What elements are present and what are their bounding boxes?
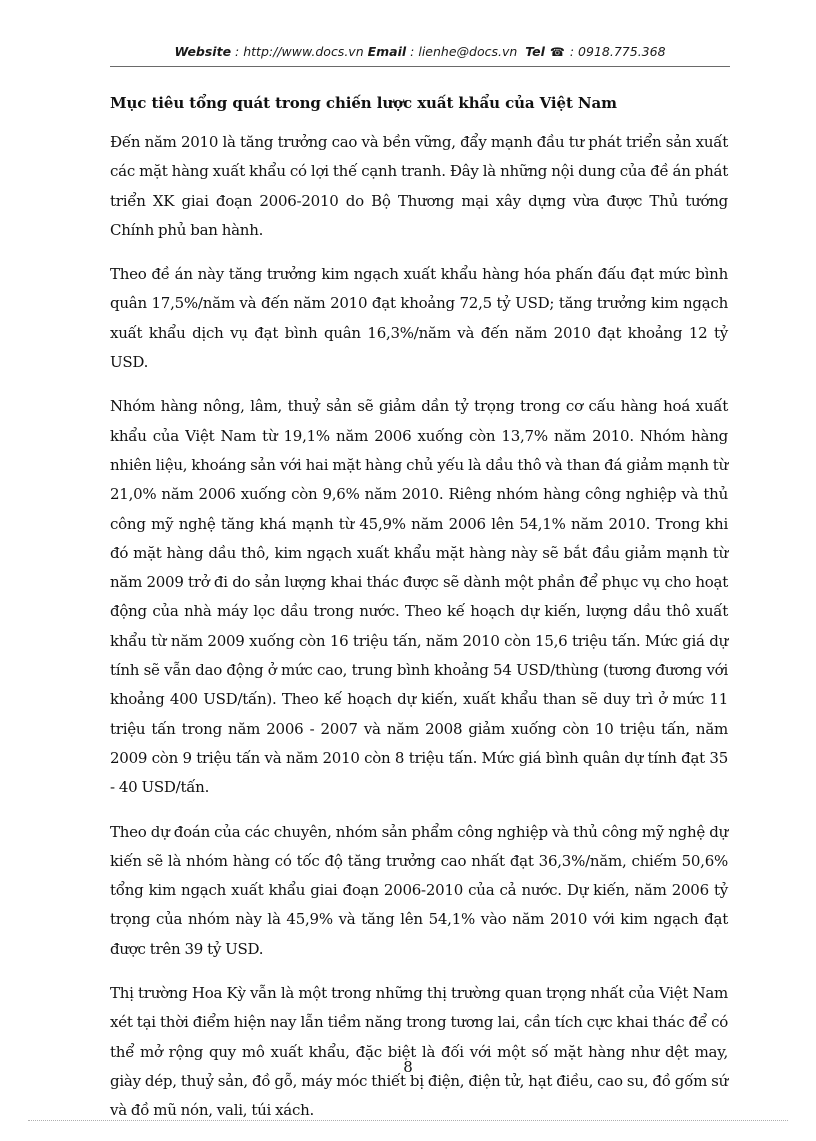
page-header xyxy=(110,44,730,66)
email-value[interactable]: lienhe@docs.vn xyxy=(418,44,518,59)
email-separator: : xyxy=(406,44,419,59)
paragraph-4: Theo dự đoán của các chuyên, nhóm sản phẩm công nghiệp và thủ công mỹ nghệ dự kiến sẽ là nhóm hàng có tốc độ tăng trưởng cao nhất đạt 36,3%/năm, chiếm 50,6% tổng kim ngạch xuất khẩu giai đoạn 2006-2010 của cả nước. Dự kiến, năm 2006 tỷ trọng của nhóm này là 45,9% và tăng lên 54,1% vào năm 2010 với kim ngạch đạt được trên 39 tỷ USD. xyxy=(110,822,728,958)
paragraph-3: Nhóm hàng nông, lâm, thuỷ sản sẽ giảm dần tỷ trọng trong cơ cấu hàng hoá xuất khẩu của Việt Nam từ 19,1% năm 2006 xuống còn 13,7% năm 2010. Nhóm hàng nhiên liệu, khoáng sản với hai mặt hàng chủ yếu là dầu thô và than đá giảm mạnh từ 21,0% năm 2006 xuống còn 9,6% năm 2010. Riêng nhóm hàng công nghiệp và thủ công mỹ nghệ tăng khá mạnh từ 45,9% năm 2006 lên 54,1% năm 2010. Trong khi đó mặt hàng dầu thô, kim ngạch xuất khẩu mặt hàng này sẽ bắt đầu giảm mạnh từ năm 2009 trở đi do sản lượng khai thác được sẽ dành một phần để phục vụ cho hoạt động của nhà máy lọc dầu trong nước. Theo kế hoạch dự kiến, lượng dầu thô xuất khẩu từ năm 2009 xuống còn 16 triệu tấn, năm 2010 còn 15,6 triệu tấn. Mức giá dự tính sẽ vẫn dao động ở mức cao, trung bình khoảng 54 USD/thùng (tương đương với khoảng 400 USD/tấn). Theo kế hoạch dự kiến, xuất khẩu than sẽ duy trì ở mức 11 triệu tấn trong năm 2006 - 2007 và năm 2008 giảm xuống còn 10 triệu tấn, năm 2009 còn 9 triệu tấn và năm 2010 còn 8 triệu tấn. Mức giá bình quân dự tính đạt 35 - 40 USD/tấn. xyxy=(110,397,728,797)
page-number: 8 xyxy=(403,1058,413,1076)
tel-value: 0918.775.368 xyxy=(578,44,666,59)
website-separator: : xyxy=(231,44,244,59)
website-url[interactable]: http://www.docs.vn xyxy=(243,44,364,59)
paragraph-1: Đến năm 2010 là tăng trưởng cao và bền vững, đẩy mạnh đầu tư phát triển sản xuất các mặt hàng xuất khẩu có lợi thế cạnh tranh. Đây là những nội dung của đề án phát triển XK giai đoạn 2006-2010 do Bộ Thương mại xây dựng vừa được Thủ tướng Chính phủ ban hành. xyxy=(110,133,728,239)
phone-icon: ☎ xyxy=(549,45,565,59)
tel-separator: : xyxy=(565,44,579,59)
header-divider xyxy=(110,66,730,67)
website-label: Website xyxy=(174,44,232,59)
section-title: Mục tiêu tổng quát trong chiến lược xuất khẩu của Việt Nam xyxy=(110,94,617,112)
document-body xyxy=(110,93,728,1141)
paragraph-5: Thị trường Hoa Kỳ vẫn là một trong những thị trường quan trọng nhất của Việt Nam xét tại thời điểm hiện nay lẫn tiềm năng trong tương lai, cần tích cực khai thác để có thể mở rộng quy mô xuất khẩu, đặc biệt là đối với một số mặt hàng như dệt may, giày dép, thuỷ sản, đồ gỗ, máy móc thiết bị điện, điện tử, hạt điều, cao su, đồ gốm sứ và đồ mũ nón, vali, túi xách. xyxy=(110,984,728,1120)
page-bottom-divider xyxy=(28,1120,788,1121)
tel-label: Tel xyxy=(525,44,545,59)
email-label: Email xyxy=(367,44,407,59)
paragraph-2: Theo đề án này tăng trưởng kim ngạch xuất khẩu hàng hóa phấn đấu đạt mức bình quân 17,5%/năm và đến năm 2010 đạt khoảng 72,5 tỷ USD; tăng trưởng kim ngạch xuất khẩu dịch vụ đạt bình quân 16,3%/năm và đến năm 2010 đạt khoảng 12 tỷ USD. xyxy=(110,265,728,372)
